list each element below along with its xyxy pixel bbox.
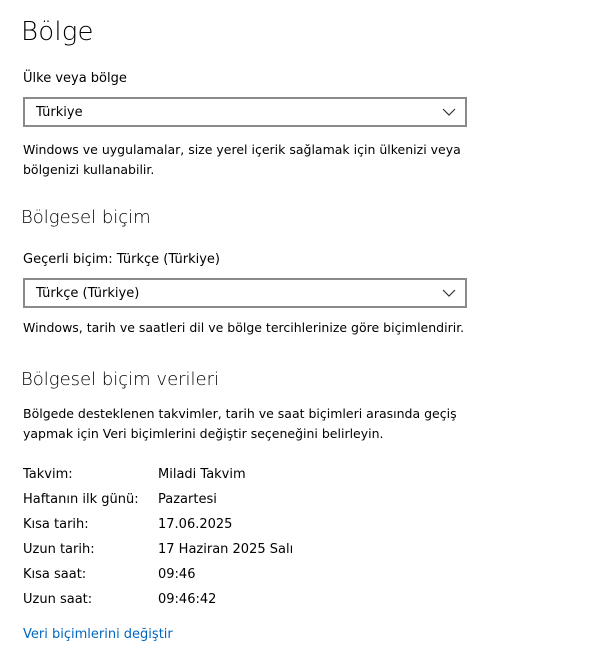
table-row — [23, 565, 458, 590]
table-row — [23, 540, 458, 565]
format-data-table — [23, 465, 458, 615]
row-key: Uzun tarih: — [23, 542, 95, 557]
row-value: Pazartesi — [158, 492, 217, 507]
row-value: 17.06.2025 — [158, 517, 233, 532]
regional-format-title: Bölgesel biçim — [21, 207, 151, 228]
chevron-down-icon — [442, 287, 456, 299]
region-description: Windows ve uygulamalar, size yerel içerik sağlamak için ülkenizi veya bölgenizi kullanabilir. — [23, 142, 461, 177]
row-key: Kısa tarih: — [23, 517, 89, 532]
row-key: Uzun saat: — [23, 592, 93, 607]
row-key: Kısa saat: — [23, 567, 87, 582]
page-title: Bölge — [21, 17, 94, 47]
row-key: Takvim: — [23, 467, 73, 482]
format-data-description: Bölgede desteklenen takvimler, tarih ve saat biçimleri arasında geçiş yapmak için Veri biçimlerini değiştir seçeneğini belirleyin. — [23, 406, 457, 441]
table-row — [23, 590, 458, 615]
region-label: Ülke veya bölge — [23, 71, 127, 86]
format-data-title: Bölgesel biçim verileri — [21, 369, 220, 390]
row-value: 09:46 — [158, 567, 196, 582]
regional-format-dropdown[interactable] — [23, 278, 467, 308]
table-row — [23, 490, 458, 515]
chevron-down-icon — [442, 106, 456, 118]
change-data-formats-link[interactable]: Veri biçimlerini değiştir — [23, 627, 173, 642]
table-row — [23, 515, 458, 540]
regional-format-description: Windows, tarih ve saatleri dil ve bölge tercihlerinize göre biçimlendirir. — [23, 320, 465, 335]
regional-format-dropdown-value: Türkçe (Türkiye) — [36, 286, 140, 301]
row-value: 17 Haziran 2025 Salı — [158, 542, 294, 557]
row-key: Haftanın ilk günü: — [23, 492, 139, 507]
row-value: 09:46:42 — [158, 592, 217, 607]
current-format-label: Geçerli biçim: Türkçe (Türkiye) — [23, 252, 220, 267]
region-dropdown[interactable] — [23, 97, 467, 127]
table-row — [23, 465, 458, 490]
region-dropdown-value: Türkiye — [36, 105, 83, 120]
row-value: Miladi Takvim — [158, 467, 246, 482]
